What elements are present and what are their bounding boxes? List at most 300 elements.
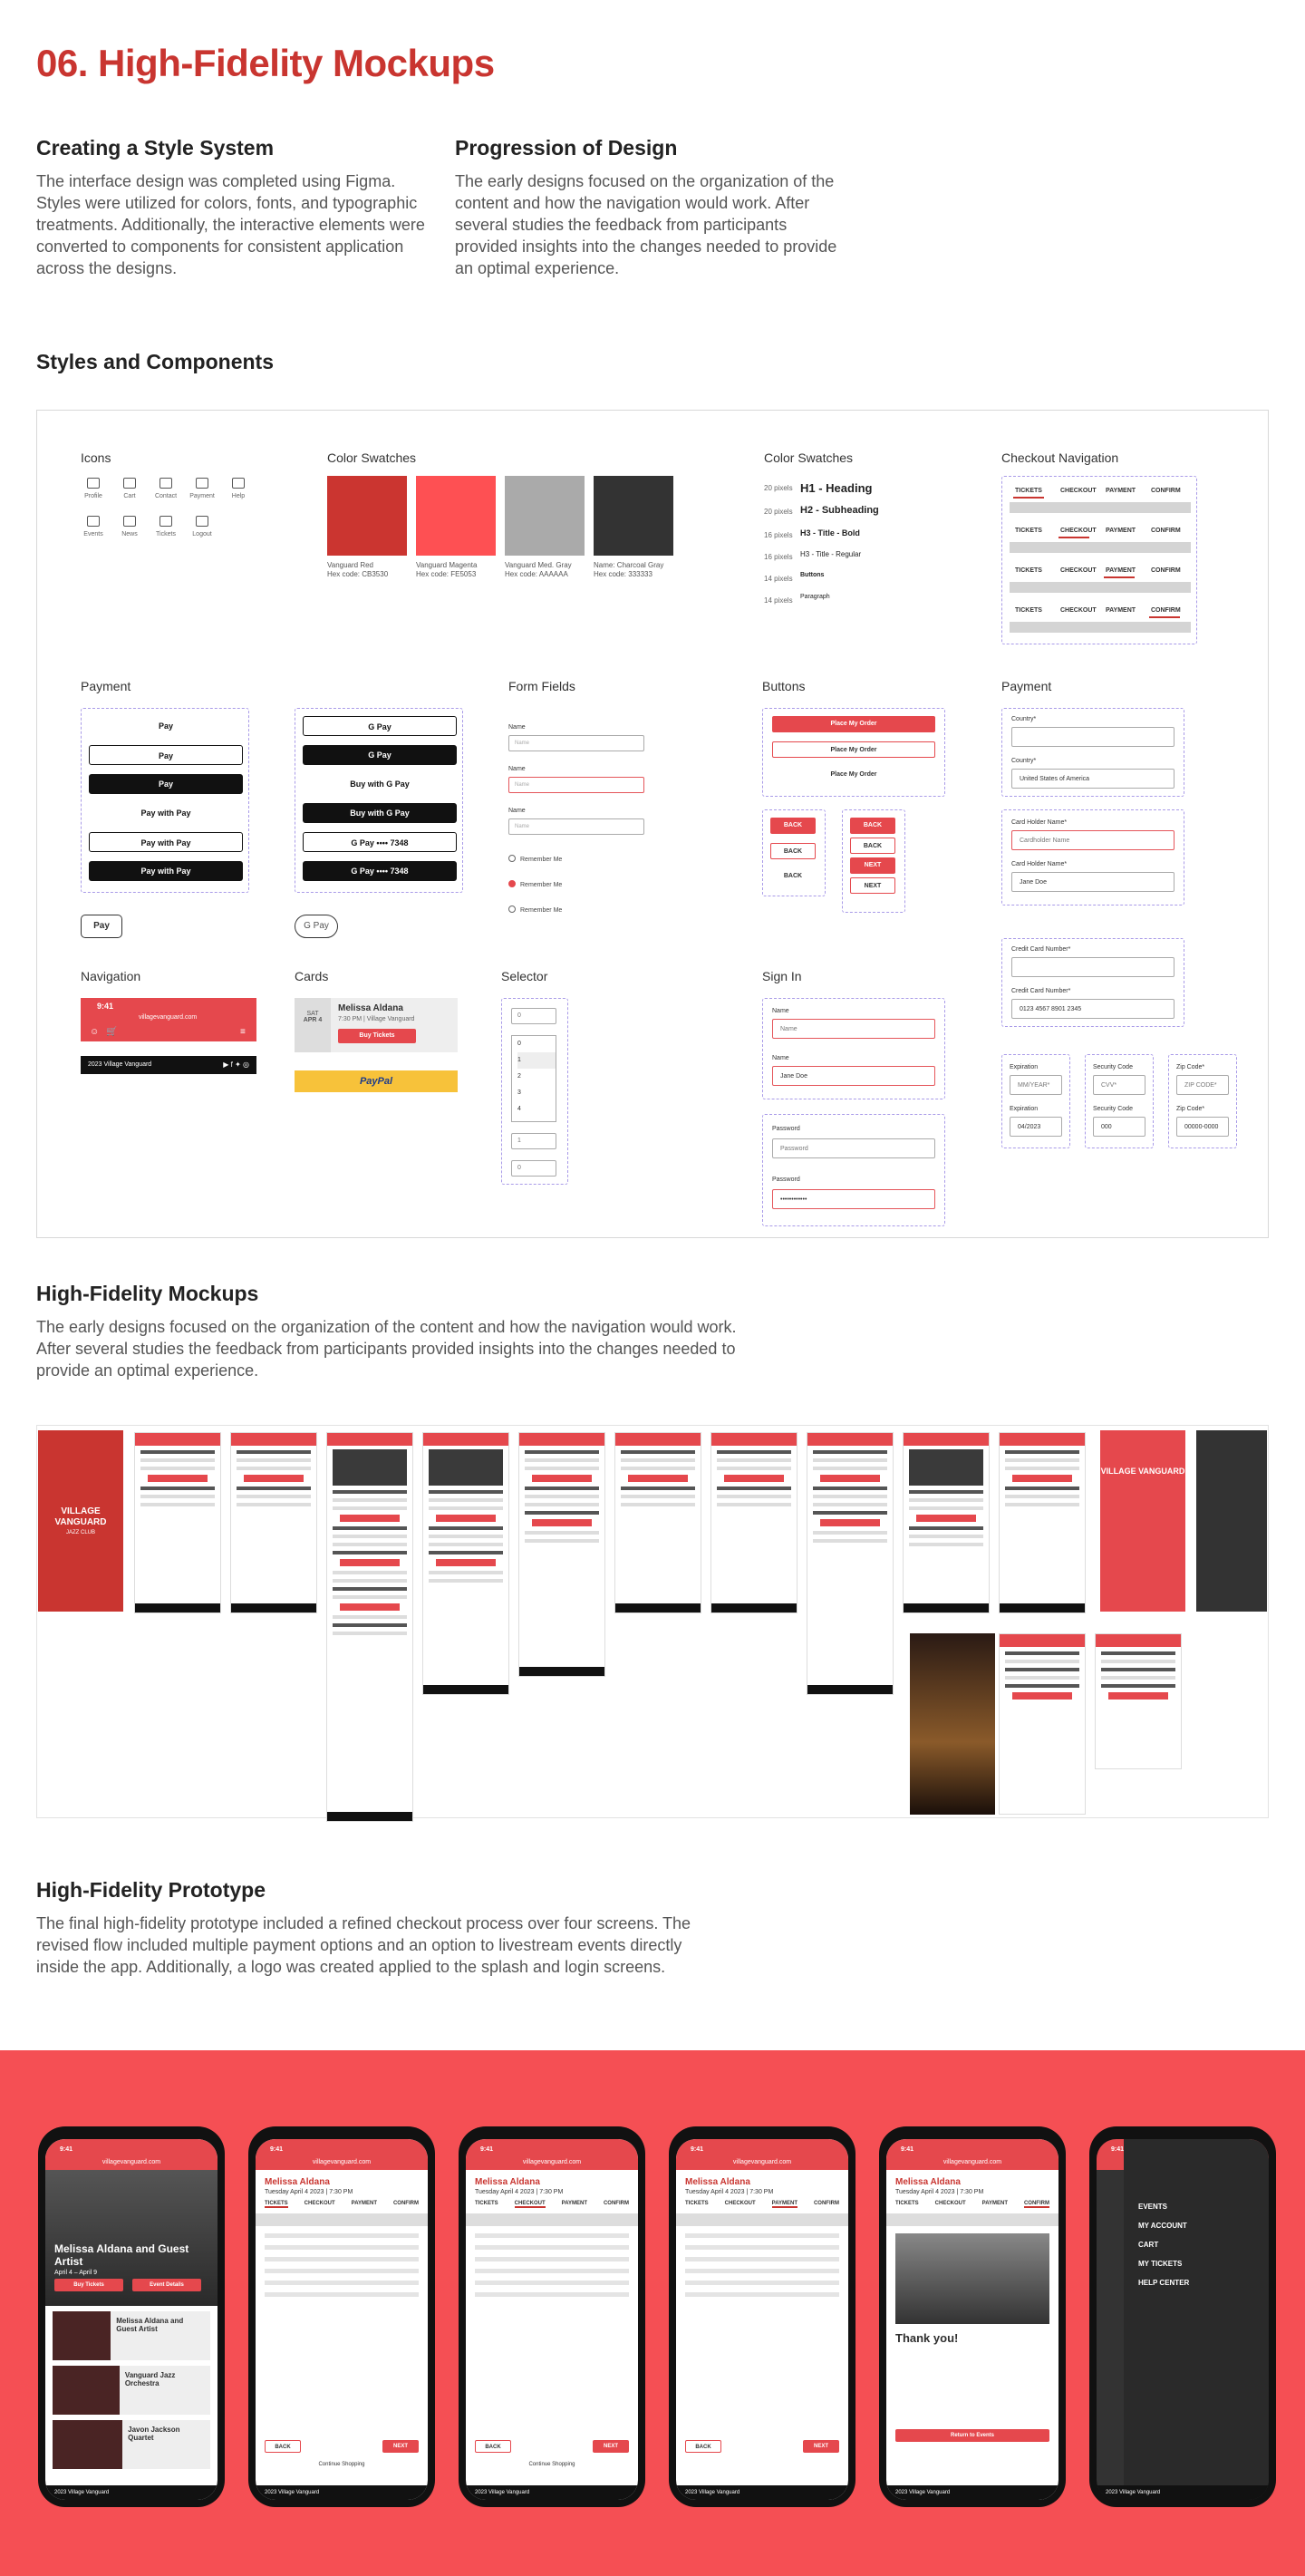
signin-password-input-empty[interactable]: Password [772,1138,935,1158]
back-outline-button-2[interactable]: BACK [850,838,895,854]
mockup-header [519,1433,604,1446]
app-footer [45,2485,218,2500]
tickets-icon[interactable] [160,516,172,527]
continue-shopping-link[interactable]: Continue Shopping [528,2462,575,2467]
sign-in-label: Sign In [762,969,802,983]
checkout-tab[interactable]: TICKETS [1015,567,1042,574]
checkout-nav-group [1001,476,1197,644]
continue-shopping-link[interactable]: Continue Shopping [318,2462,365,2467]
status-time: 9:41 [60,2146,73,2153]
checkout-tab[interactable]: CONFIRM [1151,488,1181,494]
tab-bar [1010,622,1191,633]
mockup-button [148,1475,208,1482]
type-sample: H3 - Title - Bold [800,528,860,537]
back-button[interactable]: BACK [475,2440,511,2453]
google-pay-badge[interactable]: G Pay [295,915,338,938]
checkout-tabs [895,2201,1049,2208]
type-sample: H3 - Title - Regular [800,550,862,558]
menu-icon[interactable]: ≡ [240,1027,246,1037]
event-list-title: Vanguard Jazz Orchestra [124,2371,176,2387]
mockup-button [820,1519,880,1526]
next-outline-button[interactable]: NEXT [850,877,895,894]
card-group [1001,938,1184,1027]
zip-input[interactable]: 00000-0000 [1176,1117,1229,1137]
thank-you-text: Thank you! [895,2331,959,2345]
checkout-tab[interactable]: CONFIRM [392,2201,419,2206]
selector-option[interactable]: 0 [517,1041,521,1047]
content-line [475,2281,629,2285]
checkout-tab[interactable]: TICKETS [1015,488,1042,494]
phone-frame [459,2126,645,2507]
mockup-text-line [717,1495,791,1498]
phone-frame [669,2126,856,2507]
holder-label-2: Card Holder Name* [1011,861,1068,867]
events-icon-cell [81,516,106,537]
status-time: 9:41 [901,2146,914,2153]
google-pay-button[interactable]: Buy with G Pay [303,774,457,794]
welcome-logo: VILLAGE VANGUARD [1100,1467,1185,1476]
content-line [685,2257,839,2261]
google-pay-button[interactable]: G Pay [303,745,457,765]
security-input-empty[interactable]: CVV* [1093,1075,1146,1095]
paypal-button[interactable]: PayPal [295,1070,458,1092]
event-date: Tuesday April 4 2023 | 7:30 PM [895,2189,984,2195]
mockup-button [1012,1475,1072,1482]
selector-one[interactable]: 1 [511,1133,556,1149]
security-label-2: Security Code [1093,1106,1133,1112]
mockup-screen [518,1432,605,1677]
content-line [475,2245,629,2250]
tab-bar [256,2213,428,2226]
menu-item[interactable]: EVENTS [1138,2203,1168,2211]
event-list-item[interactable] [53,2420,210,2469]
type-size: 20 pixels [764,508,793,516]
expiration-input-empty[interactable]: MM/YEAR* [1010,1075,1062,1095]
tab-bar [886,2213,1058,2226]
card-day: SAT [306,1011,319,1017]
google-pay-button[interactable]: G Pay •••• 7348 [303,832,457,852]
menu-item[interactable]: CART [1138,2241,1159,2249]
back-outline-button[interactable]: BACK [770,843,816,859]
news-icon[interactable] [123,516,136,527]
status-time: 9:41 [270,2146,284,2153]
event-list-title: Melissa Aldana and Guest Artist [116,2317,184,2333]
mockup-text-line [717,1467,791,1470]
checkout-tab[interactable]: CHECKOUT [1060,567,1097,574]
phone-screen [45,2139,218,2500]
checkout-tabs [685,2201,839,2208]
footer-text: 2023 Village Vanguard [475,2490,530,2495]
contact-icon-cell [153,478,179,499]
type-size: 14 pixels [764,596,793,605]
apple-pay-badge[interactable]: Pay [81,915,122,938]
google-pay-button[interactable]: G Pay [303,716,457,736]
mockup-screen [807,1432,894,1695]
profile-icon[interactable]: ☺ [90,1027,100,1037]
checkout-tab[interactable]: CONFIRM [1151,528,1181,534]
checkout-tab[interactable]: TICKETS [265,2201,288,2206]
mockup-text-line [909,1526,983,1530]
swatch-name: Vanguard Magenta [416,561,478,569]
checkout-tab[interactable]: CHECKOUT [1060,607,1097,614]
card-label-2: Credit Card Number* [1011,988,1071,994]
mockup-button [244,1475,304,1482]
field-label: Name [508,766,526,772]
content-line [265,2257,419,2261]
progression-heading: Progression of Design [455,136,678,160]
next-button[interactable]: NEXT [382,2440,419,2453]
card-buy-button[interactable]: Buy Tickets [338,1029,416,1043]
splash-title: VILLAGE VANGUARD [54,1506,107,1527]
event-hero [45,2170,218,2306]
url-text[interactable]: villagevanguard.com [102,2159,161,2165]
tickets-icon-cell [153,516,179,537]
mockup-text-line [333,1595,407,1599]
back-button[interactable]: BACK [770,818,816,834]
country-select-empty[interactable] [1011,727,1174,747]
mockup-footer [1000,1603,1085,1612]
signin-name-label-2: Name [772,1055,789,1061]
next-button[interactable]: NEXT [803,2440,839,2453]
checkout-tab[interactable]: TICKETS [1015,607,1042,614]
content-line [265,2281,419,2285]
mockup-text-line [525,1458,599,1462]
name-field[interactable]: Name [508,777,644,793]
checkout-tab[interactable]: PAYMENT [1106,567,1136,574]
event-title: Melissa Aldana [685,2177,750,2187]
type-size: 20 pixels [764,484,793,492]
url-text[interactable]: villagevanguard.com [942,2159,1002,2165]
checkout-tab[interactable]: PAYMENT [1106,607,1136,614]
logout-icon[interactable] [196,516,208,527]
checkout-tab[interactable]: CHECKOUT [304,2201,335,2206]
selector-zero[interactable]: 0 [511,1160,556,1177]
mockup-header [327,1433,412,1446]
card-input[interactable]: 0123 4567 8901 2345 [1011,999,1174,1019]
mockup-footer [904,1603,989,1612]
checkout-tab[interactable]: CHECKOUT [1060,488,1097,494]
mockup-text-line [525,1467,599,1470]
social-icons[interactable]: ▶ f ✦ ◎ [223,1060,249,1069]
mockup-text-line [237,1450,311,1454]
checkout-tab[interactable]: PAYMENT [981,2201,1008,2206]
mockup-header [135,1433,220,1446]
remember-me-checkbox[interactable] [508,905,562,914]
country-select[interactable]: United States of America [1011,769,1174,789]
checkout-tab[interactable]: PAYMENT [351,2201,377,2206]
swatch-hex: Hex code: FE5053 [416,570,477,578]
mockup-text-line [813,1458,887,1462]
color-swatch [416,476,496,556]
contact-icon[interactable] [160,478,172,489]
back-plain-button[interactable]: BACK [783,873,803,879]
google-pay-button[interactable]: G Pay •••• 7348 [303,861,457,881]
zip-label: Zip Code* [1176,1064,1205,1070]
payment-icon[interactable] [196,478,208,489]
security-label: Security Code [1093,1064,1133,1070]
phone-frame [1089,2126,1276,2507]
selector-option[interactable]: 3 [517,1089,521,1096]
zip-input-empty[interactable]: ZIP CODE* [1176,1075,1229,1095]
mockup-text-line [1005,1676,1079,1680]
buy-tickets-button[interactable]: Buy Tickets [54,2279,123,2291]
style-system-body: The interface design was completed using Figma. Styles were utilized for colors, fonts, and typographic treatments. Additionally, the interactive elements were converted to components for consistent application across the designs. [36,172,425,277]
name-field[interactable]: Name [508,818,644,835]
type-sample: H1 - Heading [800,481,873,495]
swatch-hex: Hex code: 333333 [594,570,652,578]
checkout-tab[interactable]: CONFIRM [603,2201,629,2206]
checkout-tab[interactable]: CHECKOUT [514,2201,546,2206]
mockup-text-line [429,1543,503,1546]
checkout-tab[interactable]: TICKETS [685,2201,709,2206]
footer-text: 2023 Village Vanguard [685,2490,740,2495]
phone-screen [256,2139,428,2500]
event-date: Tuesday April 4 2023 | 7:30 PM [685,2189,774,2195]
back-button[interactable]: BACK [685,2440,721,2453]
mockup-screen [710,1432,798,1613]
apple-pay-button[interactable]: Pay [89,745,243,765]
remember-me-checkbox[interactable] [508,880,562,888]
mockup-text-line [813,1450,887,1454]
status-time: 9:41 [480,2146,494,2153]
mockup-text-line [333,1615,407,1619]
events-icon[interactable] [87,516,100,527]
swatch-hex: Hex code: AAAAAA [505,570,568,578]
back-button-group [762,809,826,896]
selector-option[interactable]: 2 [517,1073,521,1080]
next-button-group [842,809,905,913]
place-order-plain-button[interactable]: Place My Order [830,771,877,778]
apple-pay-button[interactable]: Pay with Pay [89,861,243,881]
checkout-tab[interactable]: CHECKOUT [934,2201,966,2206]
signin-name-input-empty[interactable]: Name [772,1019,935,1039]
mockup-screen [614,1432,701,1613]
icon-caption: Events [83,531,103,537]
app-footer [466,2485,638,2500]
mockup-text-line [717,1458,791,1462]
mockup-screen [326,1432,413,1822]
zip-group [1168,1054,1237,1148]
checkout-tab[interactable]: PAYMENT [771,2201,798,2206]
apple-pay-button[interactable]: Pay with Pay [89,832,243,852]
mockup-screen [134,1432,221,1613]
return-to-events-button[interactable]: Return to Events [895,2429,1049,2442]
selector-option[interactable]: 4 [517,1106,521,1112]
country-label-2: Country* [1011,758,1037,764]
icon-caption: Contact [154,493,178,499]
holder-input[interactable]: Jane Doe [1011,872,1174,892]
mockup-text-line [717,1503,791,1506]
content-line [265,2233,419,2238]
mockup-screen [422,1432,509,1695]
back-red-button[interactable]: BACK [850,818,895,834]
mockup-header [231,1433,316,1446]
mockup-text-line [1005,1450,1079,1454]
livestream-screen [910,1633,995,1815]
mockup-header [1000,1433,1085,1446]
checkout-tab[interactable]: TICKETS [1015,528,1042,534]
url-text[interactable]: villagevanguard.com [522,2159,582,2165]
nav-url[interactable]: villagevanguard.com [139,1014,198,1021]
remember-me-checkbox[interactable] [508,855,562,863]
name-field[interactable]: Name [508,735,644,751]
cart-icon[interactable]: 🛒 [106,1027,118,1037]
mockup-text-line [333,1526,407,1530]
checkout-tab[interactable]: PAYMENT [1106,488,1136,494]
footer-text: 2023 Village Vanguard [1106,2490,1161,2495]
checkout-tab[interactable]: TICKETS [895,2201,919,2206]
checkout-tab[interactable]: CONFIRM [1151,607,1181,614]
mockup-text-line [717,1450,791,1454]
checkout-tab-row [1010,482,1191,513]
selector-open[interactable] [511,1035,556,1122]
checkout-tab[interactable]: CHECKOUT [724,2201,756,2206]
app-header [256,2139,428,2170]
menu-panel [1124,2139,1269,2500]
welcome-screen [1100,1430,1185,1612]
signin-name-input[interactable]: Jane Doe [772,1066,935,1086]
help-icon[interactable] [232,478,245,489]
mockup-text-line [1005,1503,1079,1506]
phone-frame [38,2126,225,2507]
menu-item[interactable]: HELP CENTER [1138,2279,1190,2287]
selector-option[interactable]: 1 [517,1052,556,1069]
content-line [685,2233,839,2238]
checkout-tab[interactable]: CONFIRM [1023,2201,1049,2206]
mockup-screen [230,1432,317,1613]
apple-pay-button[interactable]: Pay [89,716,243,736]
app-footer [256,2485,428,2500]
phone-screen [886,2139,1058,2500]
mockup-text-line [1005,1651,1079,1655]
mockup-button [436,1515,496,1522]
expiration-input[interactable]: 04/2023 [1010,1117,1062,1137]
signin-password-input[interactable]: •••••••••••• [772,1189,935,1209]
mockup-text-line [140,1458,215,1462]
content-line [475,2292,629,2297]
card-input-empty[interactable] [1011,957,1174,977]
holder-input-empty[interactable]: Cardholder Name [1011,830,1174,850]
checkout-tab[interactable]: PAYMENT [561,2201,587,2206]
profile-icon[interactable] [87,478,100,489]
event-date: Tuesday April 4 2023 | 7:30 PM [265,2189,353,2195]
hero-title: Melissa Aldana and Guest Artist [54,2242,189,2268]
event-details-button[interactable]: Event Details [132,2279,201,2291]
progression-body: The early designs focused on the organization of the content and how the navigation would work. After several studies the feedback from participants provided insights into the changes needed to provide an optimal experience. [455,172,837,277]
typography-label: Color Swatches [764,450,854,465]
payment-icon-cell [189,478,215,499]
navigation-label: Navigation [81,969,141,983]
checkbox-icon [508,880,516,887]
back-button[interactable]: BACK [265,2440,301,2453]
mockup-text-line [140,1487,215,1490]
mockup-text-line [1005,1495,1079,1498]
mockup-image [429,1449,503,1486]
mockup-text-line [525,1531,599,1535]
mockup-header [711,1433,797,1446]
place-order-outline-button[interactable]: Place My Order [772,741,935,758]
card-name: Melissa Aldana [338,1003,403,1013]
apple-pay-button[interactable]: Pay [89,774,243,794]
mockup-screen [999,1432,1086,1613]
nav-footer-text: 2023 Village Vanguard [88,1061,152,1068]
mockup-text-line [140,1450,215,1454]
google-pay-button[interactable]: Buy with G Pay [303,803,457,823]
menu-item[interactable]: MY ACCOUNT [1138,2222,1187,2230]
event-list-item[interactable] [53,2311,210,2360]
mockup-text-line [1101,1676,1175,1680]
mockup-text-line [813,1531,887,1535]
checkbox-icon [508,855,516,862]
checkout-tab[interactable]: PAYMENT [1106,528,1136,534]
app-footer [676,2485,848,2500]
url-text[interactable]: villagevanguard.com [312,2159,372,2165]
security-input[interactable]: 000 [1093,1117,1146,1137]
checkout-tab[interactable]: CONFIRM [1151,567,1181,574]
mockup-text-line [429,1498,503,1502]
mockup-text-line [237,1503,311,1506]
mockup-text-line [909,1535,983,1538]
content-line [685,2269,839,2273]
mockup-text-line [333,1498,407,1502]
mockup-text-line [813,1511,887,1515]
mockup-text-line [333,1632,407,1635]
tab-bar [676,2213,848,2226]
event-thumbnail [53,2366,120,2415]
mockup-text-line [333,1551,407,1554]
selector-closed[interactable]: 0 [511,1008,556,1024]
payment-label: Payment [81,679,131,693]
mockup-text-line [140,1467,215,1470]
mockup-text-line [813,1487,887,1490]
mockup-text-line [429,1579,503,1583]
hifi-body: The early designs focused on the organization of the content and how the navigation would work. After several studies the feedback from participants provided insights into the changes needed to provide an optimal experience. [36,1318,737,1380]
type-sample: H2 - Subheading [800,505,879,516]
next-button[interactable]: NEXT [850,857,895,874]
url-text[interactable]: villagevanguard.com [732,2159,792,2165]
mockup-button [820,1475,880,1482]
mockup-text-line [429,1551,503,1554]
mockup-header [1000,1634,1085,1647]
checkout-tab[interactable]: CONFIRM [813,2201,839,2206]
help-icon-cell [226,478,251,499]
content-line [475,2257,629,2261]
apple-pay-button[interactable]: Pay with Pay [89,803,243,823]
menu-item[interactable]: MY TICKETS [1138,2260,1183,2268]
event-card[interactable] [295,998,458,1052]
mockup-text-line [909,1490,983,1494]
event-list-item[interactable] [53,2366,210,2415]
color-swatch [505,476,585,556]
mockup-text-line [813,1503,887,1506]
mockup-screen [1095,1633,1182,1769]
apple-pay-group [81,708,249,893]
app-header [886,2139,1058,2170]
checkout-tab[interactable]: TICKETS [475,2201,498,2206]
field-label: Name [508,808,526,814]
active-tab-underline [1104,576,1135,578]
checkout-tab-row [1010,602,1191,633]
footer-text: 2023 Village Vanguard [265,2490,320,2495]
next-button[interactable]: NEXT [593,2440,629,2453]
cart-icon[interactable] [123,478,136,489]
checkout-tab[interactable]: CHECKOUT [1060,528,1097,534]
status-time: 9:41 [691,2146,704,2153]
splash-screen [38,1430,123,1612]
content-line [475,2233,629,2238]
news-icon-cell [117,516,142,537]
place-order-button[interactable]: Place My Order [772,716,935,732]
